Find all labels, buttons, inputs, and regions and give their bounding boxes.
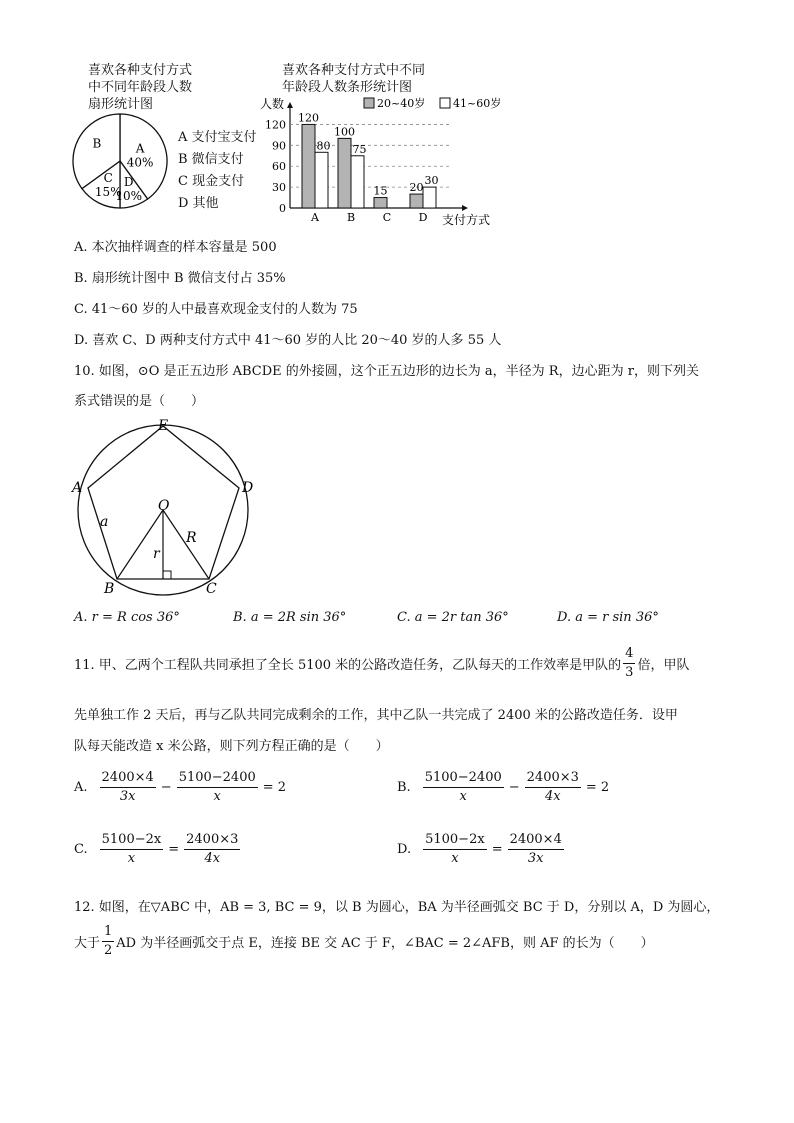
pie-label-d: D — [123, 174, 134, 189]
bar-c-series1 — [374, 198, 387, 208]
fraction-numerator: 1 — [102, 924, 114, 942]
q11-option-b — [397, 770, 612, 805]
q11-text: 11. 甲、乙两个工程队共同承担了全长 5100 米的公路改造任务，乙队每天的工作效率是甲队的 — [74, 658, 622, 673]
fraction-numerator: 5100−2400 — [177, 770, 258, 788]
fraction-denominator: 3x — [527, 851, 544, 866]
fraction-denominator: x — [459, 789, 467, 804]
q10-option-c: C. a = 2r tan 36° — [397, 610, 509, 625]
label-side-a: a — [100, 514, 109, 530]
label-c: C — [206, 581, 217, 597]
segment-ob — [117, 510, 163, 579]
fraction — [100, 832, 164, 867]
q11-stem-line3: 队每天能改造 x 米公路，则下列方程正确的是（ ） — [74, 739, 389, 754]
label-e: E — [158, 418, 169, 434]
q10-stem-line2: 系式错误的是（ ） — [74, 394, 205, 409]
bar-d-series1 — [410, 194, 423, 208]
operator: = — [491, 842, 503, 857]
label-b: B — [104, 581, 115, 597]
right-hand-side: = 2 — [585, 780, 610, 795]
fraction-numerator: 4 — [623, 646, 635, 664]
data-label: 80 — [316, 139, 331, 153]
data-label: 75 — [352, 142, 367, 156]
label-r: r — [153, 546, 160, 562]
fraction-denominator: 4x — [544, 789, 561, 804]
y-axis-label: 人数 — [260, 97, 285, 111]
x-axis-label: 支付方式 — [442, 213, 491, 227]
label-a-vertex: A — [72, 480, 83, 496]
q10-option-d: D. a = r sin 36° — [557, 610, 659, 625]
fraction-denominator: 4x — [204, 851, 221, 866]
y-axis-arrow — [287, 102, 293, 108]
fraction-numerator: 5100−2400 — [423, 770, 504, 788]
pie-title-line: 扇形统计图 — [88, 97, 154, 112]
bar-title-line: 喜欢各种支付方式中不同 — [282, 63, 426, 78]
operator: − — [508, 780, 520, 795]
pie-percent-c: 15% — [94, 185, 122, 200]
y-tick-label: 0 — [279, 202, 286, 215]
fraction — [184, 832, 240, 867]
fraction-denominator: 2 — [104, 943, 113, 958]
fraction — [423, 770, 504, 805]
x-tick-label: A — [311, 211, 319, 224]
q10-option-a: A. r = R cos 36° — [74, 610, 180, 625]
y-tick-label: 90 — [272, 139, 286, 153]
operator: = — [168, 842, 180, 857]
pie-title-line: 中不同年龄段人数 — [88, 80, 193, 95]
bar-chart — [258, 94, 518, 228]
pie-label-c: C — [103, 171, 113, 186]
option-label: C. — [74, 842, 88, 857]
legend-swatch — [440, 98, 450, 108]
fraction — [623, 646, 635, 681]
q9-option-d: D. 喜欢 C、D 两种支付方式中 41～60 岁的人比 20～40 岁的人多 55 人 — [74, 333, 502, 348]
bar-d-series2 — [423, 187, 436, 208]
q12-text: AD 为半径画弧交于点 E，连接 BE 交 AC 于 F，∠BAC = 2∠AFB，则 AF 的长为（ ） — [116, 936, 654, 951]
right-hand-side: = 2 — [262, 780, 287, 795]
q9-option-a: A. 本次抽样调查的样本容量是 500 — [74, 240, 277, 255]
pie-title-line: 喜欢各种支付方式 — [88, 63, 193, 78]
q11-option-c — [74, 832, 242, 867]
x-axis-arrow — [462, 205, 468, 211]
label-o: O — [158, 498, 170, 514]
data-label: 30 — [424, 174, 439, 188]
legend-item-d: D 其他 — [178, 196, 219, 211]
operator: − — [160, 780, 172, 795]
x-tick-label: B — [346, 211, 356, 224]
q11-option-d — [397, 832, 566, 867]
fraction-numerator: 2400×4 — [100, 770, 156, 788]
q10-option-b: B. a = 2R sin 36° — [233, 610, 347, 625]
legend-label: 41~60岁 — [453, 97, 502, 110]
bar-b-series1 — [338, 138, 351, 208]
fraction-numerator: 2400×3 — [184, 832, 240, 850]
legend-swatch — [364, 98, 374, 108]
pie-percent-d: 10% — [115, 188, 143, 203]
data-label: 20 — [409, 181, 424, 195]
label-big-r: R — [186, 530, 197, 546]
fraction-numerator: 2400×4 — [508, 832, 564, 850]
pie-label-a: A — [135, 141, 145, 156]
pie-label-b: B — [92, 136, 102, 151]
option-label: A. — [74, 780, 88, 795]
q11-text: 倍，甲队 — [637, 658, 690, 673]
fraction — [177, 770, 258, 805]
pie-chart — [66, 112, 176, 212]
bar-a-series1 — [302, 124, 315, 208]
pie-legend — [178, 127, 257, 215]
right-angle-mark — [163, 571, 171, 579]
bar-b-series2 — [351, 156, 364, 208]
q11-stem-line1 — [74, 646, 689, 681]
data-label: 15 — [373, 184, 388, 198]
legend-item-c: C 现金支付 — [178, 174, 245, 189]
fraction-denominator: x — [213, 789, 221, 804]
option-label: D. — [397, 842, 412, 857]
fraction-denominator: x — [451, 851, 459, 866]
fraction-numerator: 5100−2x — [100, 832, 164, 850]
label-d: D — [242, 480, 254, 496]
pentagon-figure — [70, 418, 270, 598]
bar-title-line: 年龄段人数条形统计图 — [282, 80, 413, 95]
fraction-numerator: 5100−2x — [423, 832, 487, 850]
fraction — [508, 832, 564, 867]
q9-option-b: B. 扇形统计图中 B 微信支付占 35% — [74, 271, 286, 286]
y-tick-label: 120 — [265, 118, 286, 132]
bar-a-series2 — [315, 152, 328, 208]
option-label: B. — [397, 780, 411, 795]
fraction — [423, 832, 487, 867]
x-tick-label: C — [382, 211, 392, 224]
fraction-denominator: 3x — [119, 789, 136, 804]
fraction — [102, 924, 114, 959]
q11-stem-line2: 先单独工作 2 天后，再与乙队共同完成剩余的工作，其中乙队一共完成了 2400 米的公路改造任务．设甲 — [74, 708, 678, 723]
q12-text: 大于 — [74, 936, 101, 951]
q12-stem-line2 — [74, 924, 654, 959]
bar-chart-title — [282, 62, 425, 96]
fraction — [525, 770, 581, 805]
fraction-denominator: x — [127, 851, 136, 866]
q9-option-c: C. 41～60 岁的人中最喜欢现金支付的人数为 75 — [74, 302, 358, 317]
x-tick-label: D — [418, 211, 428, 224]
q12-stem-line1: 12. 如图，在▽ABC 中，AB = 3, BC = 9，以 B 为圆心，BA 为半径画弧交 BC 于 D，分别以 A，D 为圆心， — [74, 900, 720, 915]
pie-percent-a: 40% — [126, 155, 154, 170]
legend-item-b: B 微信支付 — [178, 152, 244, 167]
pie-chart-title — [88, 62, 192, 113]
data-label: 120 — [298, 111, 319, 125]
data-label: 100 — [334, 125, 355, 139]
legend-label: 20~40岁 — [377, 97, 426, 110]
q11-option-a — [74, 770, 289, 805]
y-tick-label: 60 — [272, 160, 286, 174]
fraction-numerator: 2400×3 — [525, 770, 581, 788]
fraction-denominator: 3 — [625, 665, 634, 680]
legend-item-a: A 支付宝支付 — [178, 130, 257, 145]
q10-stem-line1: 10. 如图，⊙O 是正五边形 ABCDE 的外接圆，这个正五边形的边长为 a，半径为 R，边心距为 r，则下列关 — [74, 364, 699, 379]
y-tick-label: 30 — [272, 181, 286, 195]
fraction — [100, 770, 156, 805]
